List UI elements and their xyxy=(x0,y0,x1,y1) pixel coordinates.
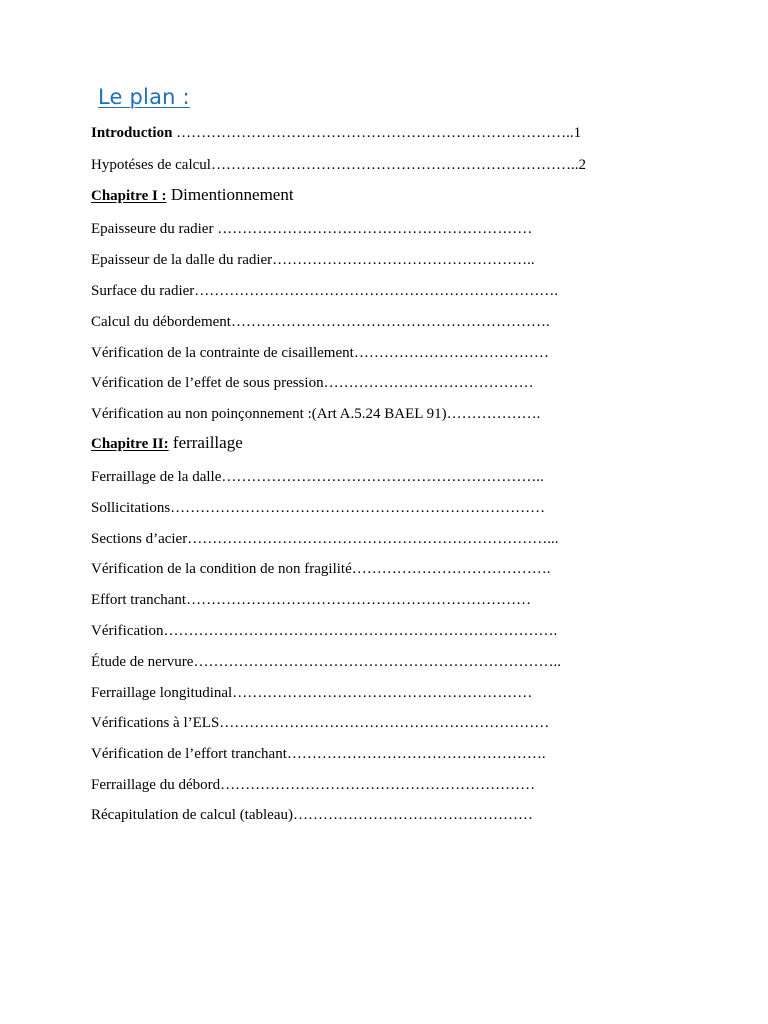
toc-item-label: Ferraillage longitudinal xyxy=(91,685,233,701)
toc-leader-dots: ……………………………………………………… xyxy=(217,221,533,237)
toc-item xyxy=(91,714,549,732)
toc-item xyxy=(91,374,534,392)
toc-leader-dots: …………………………………………………………………….. xyxy=(172,125,574,141)
toc-item-label: Sections d’acier xyxy=(91,531,188,547)
toc-item-label: Vérification de la condition de non fragilité xyxy=(91,561,352,577)
toc-item xyxy=(91,251,535,269)
toc-item-label: Surface du radier xyxy=(91,283,195,299)
toc-item xyxy=(91,684,532,702)
toc-item xyxy=(91,344,549,362)
toc-item-label: Effort tranchant xyxy=(91,592,187,608)
chapter-1-heading xyxy=(91,186,294,205)
toc-item xyxy=(91,560,551,578)
chapter-label: Chapitre II: xyxy=(91,436,169,452)
toc-entry-introduction xyxy=(91,124,581,142)
chapter-name: Dimentionnement xyxy=(166,185,294,204)
toc-item-label: Vérifications à l’ELS xyxy=(91,715,220,731)
toc-item-label: Vérification au non poinçonnement :(Art A.5.24 BAEL 91) xyxy=(91,406,447,422)
toc-leader-dots: ……………………………………………………….. xyxy=(221,469,544,485)
toc-leader-dots: …………………………………. xyxy=(351,561,551,577)
toc-item-label: Ferraillage du débord xyxy=(91,777,221,793)
toc-leader-dots: ………………………………… xyxy=(353,345,549,361)
toc-leader-dots: ……………………………………………………… xyxy=(220,777,536,793)
toc-item-label: Vérification xyxy=(91,623,164,639)
toc-leader-dots: ……………………………………………………………………. xyxy=(163,623,558,639)
toc-page-number: 1 xyxy=(573,125,582,141)
toc-entry-label: Introduction xyxy=(91,125,173,141)
toc-item xyxy=(91,653,561,671)
toc-leader-dots: …………………………………………………………… xyxy=(186,592,532,608)
toc-item-label: Ferraillage de la dalle xyxy=(91,469,222,485)
chapter-name: ferraillage xyxy=(168,433,243,452)
toc-item-label: Vérification de la contrainte de cisaillement xyxy=(91,345,354,361)
toc-leader-dots: ……………………………………………………………….. xyxy=(210,157,579,173)
toc-leader-dots: ………………………………………………………… xyxy=(219,715,550,731)
toc-item-label: Calcul du débordement xyxy=(91,314,231,330)
toc-leader-dots: …………………………………… xyxy=(323,375,534,391)
toc-item xyxy=(91,806,533,824)
page-title: Le plan : xyxy=(98,85,190,109)
toc-item-label: Étude de nervure xyxy=(91,654,194,670)
toc-item xyxy=(91,499,545,517)
chapter-label: Chapitre I : xyxy=(91,188,167,204)
toc-leader-dots: ………………. xyxy=(446,406,541,422)
toc-entry-label: Hypotéses de calcul xyxy=(91,157,211,173)
toc-leader-dots: …………………………………………….. xyxy=(272,252,535,268)
toc-item xyxy=(91,745,546,763)
toc-entry-hypotheses xyxy=(91,156,586,174)
toc-leader-dots: ……………………………………………. xyxy=(286,746,546,762)
toc-page-number: 2 xyxy=(578,157,586,173)
toc-item-label: Récapitulation de calcul (tableau) xyxy=(91,807,293,823)
toc-item xyxy=(91,776,535,794)
toc-item xyxy=(91,313,550,331)
toc-item xyxy=(91,622,557,640)
toc-leader-dots: ………………………………………………………………… xyxy=(170,500,546,516)
toc-leader-dots: ………………………………………………………………... xyxy=(187,531,559,547)
toc-item-label: Epaisseure du radier xyxy=(91,221,218,237)
toc-item-label: Vérification de l’effet de sous pression xyxy=(91,375,324,391)
toc-item xyxy=(91,591,531,609)
toc-item xyxy=(91,530,558,548)
toc-item-label: Epaisseur de la dalle du radier xyxy=(91,252,273,268)
toc-leader-dots: ………………………………………………………………. xyxy=(194,283,559,299)
toc-item-label: Sollicitations xyxy=(91,500,171,516)
toc-leader-dots: …………………………………………………… xyxy=(232,685,533,701)
toc-item xyxy=(91,220,532,238)
toc-item-label: Vérification de l’effort tranchant xyxy=(91,746,287,762)
toc-item xyxy=(91,468,544,486)
toc-leader-dots: ………………………………………………………. xyxy=(230,314,550,330)
toc-item xyxy=(91,405,540,423)
toc-leader-dots: ……………………………………………………………….. xyxy=(193,654,561,670)
toc-leader-dots: ………………………………………… xyxy=(293,807,533,823)
chapter-2-heading xyxy=(91,434,243,453)
toc-item xyxy=(91,282,558,300)
